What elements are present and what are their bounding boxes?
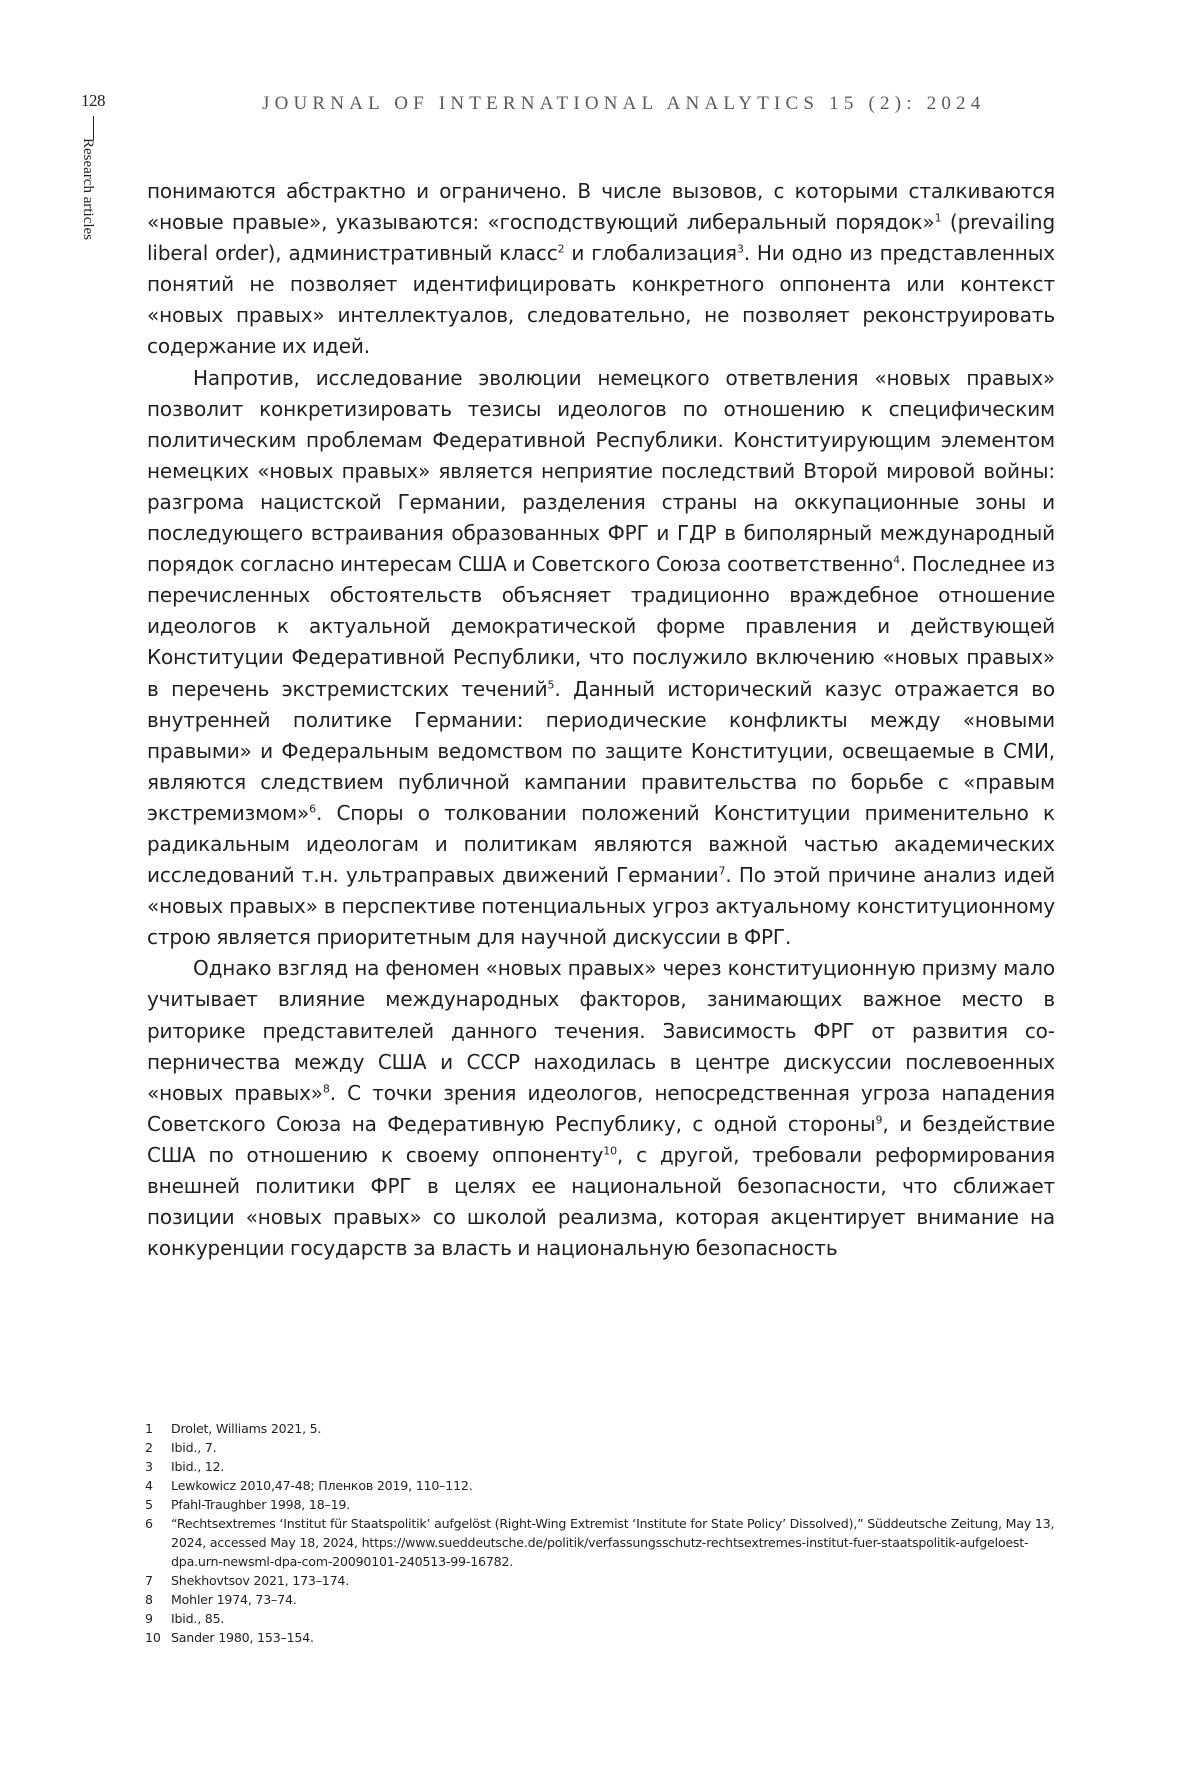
- paragraph: понимаются абстрактно и ограничено. В числе вызовов, с которыми сталкиваются «новые правые», указываются: «господствующий либеральный порядок»$^1$ (prevailing liberal order), административный класс$^2$ и глобализация$^3$. Ни одно из представленных понятий не позволяет идентифицировать конкретного оппонента или контекст «новых правых» интеллектуалов, следовательно, не позволяет реконструировать содержание их идей.: [147, 179, 1055, 359]
- footnote-text: Mohler 1974, 73–74.: [171, 1592, 297, 1607]
- footnote: [145, 1590, 1057, 1609]
- footnote-ref: 9: [875, 1113, 883, 1127]
- footnote-ref: 1: [934, 211, 942, 225]
- margin-rule: [93, 116, 94, 140]
- footnote-ref: 3: [736, 242, 744, 256]
- footnote-ref: 10: [603, 1144, 617, 1158]
- footnote: [145, 1609, 1057, 1628]
- section-label: Research articles: [80, 138, 96, 241]
- footnote-ref: 6: [309, 802, 316, 816]
- footnote: [145, 1457, 1057, 1476]
- footnote-number: 3: [145, 1459, 153, 1474]
- footnote: [145, 1419, 1057, 1438]
- footnote-number: 5: [145, 1497, 153, 1512]
- footnote-number: 8: [145, 1592, 153, 1607]
- footnote: [145, 1476, 1057, 1495]
- footnote: [145, 1438, 1057, 1457]
- footnote-number: 9: [145, 1611, 153, 1626]
- footnote-number: 6: [145, 1516, 153, 1531]
- footnote-ref: 2: [557, 242, 565, 256]
- footnote-text: Shekhovtsov 2021, 173–174.: [171, 1573, 350, 1588]
- footnote-number: 4: [145, 1478, 153, 1493]
- footnote-text: “Rechtsextremes ‘Institut für Staatspolitik’ aufgelöst (Right-Wing Extremist ‘Institute for State Policy’ Dissolved),” Süddeutsche Zeitung, May 13, 2024, accessed May 18, 2024, https://www.sueddeutsche.de/politik/verfassungsschutz-rechtsextremes-institut-fuer-staatspolitik-aufgeloest-dpa.urn-newsml-dpa-com-20090101-240513-99-16782.: [171, 1516, 1055, 1569]
- article-body: [147, 176, 1055, 1264]
- footnote-ref: 5: [547, 677, 555, 691]
- footnote-number: 1: [145, 1421, 153, 1436]
- footnote-ref: 8: [322, 1082, 330, 1096]
- footnote: [145, 1571, 1057, 1590]
- page-number: 128: [81, 91, 105, 110]
- footnote-text: Pfahl-Traughber 1998, 18–19.: [171, 1497, 351, 1512]
- footnote-text: Lewkowicz 2010,47-48; Пленков 2019, 110–112.: [171, 1478, 473, 1493]
- footnote: [145, 1514, 1057, 1571]
- footnote: [145, 1628, 1057, 1647]
- footnote-text: Ibid., 7.: [171, 1440, 217, 1455]
- paragraph: Напротив, исследование эволюции немецкого ответвления «новых правых» позволит конкретизировать тезисы идеологов по отношению к специфическим политическим проблемам Федеративной Республики. Конституирующим элементом немецких «новых правых» является неприятие последствий Второй мировой войны: разгрома нацистской Германии, разделения страны на оккупационные зоны и последующего встраивания образованных ФРГ и ГДР в биполярный международный порядок согласно интересам США и Советского Союза соответственно$^4$. Последнее из перечисленных обстоятельств объясняет традиционно враждебное отношение идеологов к актуальной демократической форме правления и действующей Конституции Федеративной Республики, что послужило включению «новых правых» в перечень экстремистских течений$^5$. Данный исторический казус отражается во внутренней политике Германии: периодические конфликты между «новыми правыми» и Федеральным ведомством по защите Конституции, освещаемые в СМИ, являются следствием публичной кампании правительства по борьбе с «правым экстремизмом»$^6$. Споры о толковании положений Конституции применительно к радикальным идеологам и политикам являются важной частью академических исследований т.н. ультраправых движений Германии$^7$. По этой причине анализ идей «новых правых» в перспективе потенциальных угроз актуальному конституционному строю является приоритетным для научной дискуссии в ФРГ.: [147, 365, 1056, 950]
- footnote-number: 2: [145, 1440, 153, 1455]
- footnote-ref: 4: [893, 553, 900, 567]
- paragraph: Однако взгляд на феномен «новых правых» через конституционную призму мало учитывает влияние международных факторов, занимающих важное место в риторике представителей данного течения. Зависимость ФРГ от развития соперничества между США и СССР находилась в центре дискуссии послевоенных «новых правых»$^8$. С точки зрения идеологов, непосредственная угроза нападения Советского Союза на Федеративную Республику, с одной стороны$^9$, и бездействие США по отношению к своему оппоненту$^{10}$, с другой, требовали реформирования внешней политики ФРГ в целях ее национальной безопасности, что сближает позиции «новых правых» со школой реализма, которая акцентирует внимание на конкуренции государств за власть и национальную безопасность: [147, 956, 1055, 1261]
- footnote-text: Drolet, Williams 2021, 5.: [171, 1421, 322, 1436]
- footnote-text: Sander 1980, 153–154.: [171, 1630, 314, 1645]
- footnote-ref: 7: [718, 864, 726, 878]
- footnote-text: Ibid., 12.: [171, 1459, 225, 1474]
- journal-running-head: JOURNAL OF INTERNATIONAL ANALYTICS 15 (2): 2024: [262, 93, 986, 114]
- footnote-text: Ibid., 85.: [171, 1611, 225, 1626]
- footnote: [145, 1495, 1057, 1514]
- footnotes: [145, 1419, 1057, 1647]
- footnote-number: 10: [145, 1630, 161, 1645]
- footnote-number: 7: [145, 1573, 153, 1588]
